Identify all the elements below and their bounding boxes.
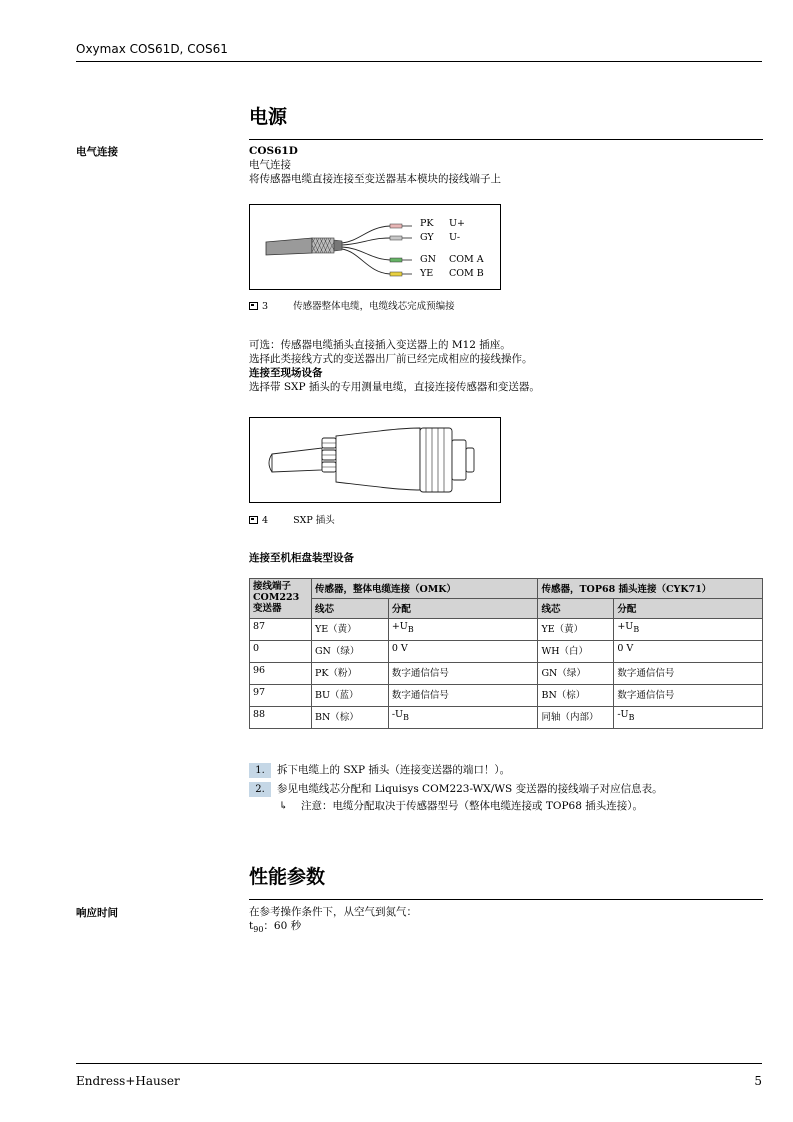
result-text: 注意：电缆分配取决于传感器型号（整体电缆连接或 TOP68 插头连接）。 — [301, 800, 643, 812]
steps-list — [249, 763, 763, 813]
step-number: 1. — [249, 763, 271, 778]
sxp-plug-diagram — [250, 418, 500, 502]
page-header-title: Oxymax COS61D, COS61 — [76, 42, 228, 56]
table-row — [250, 641, 763, 663]
figure-caption-text-3: 传感器整体电缆，电缆线芯完成预编接 — [293, 301, 455, 312]
table-cell-assign: $+U_B$ — [388, 619, 538, 641]
wire-gy-ferrule — [390, 236, 402, 240]
section-rule-power — [249, 139, 763, 140]
table-row — [250, 707, 763, 729]
table-cell-wire: BN（棕） — [311, 707, 388, 729]
table-cell-terminal: 88 — [250, 707, 312, 729]
table-subheader-assign-1: 分配 — [388, 599, 538, 619]
page-number: 5 — [754, 1074, 762, 1088]
wire-signal-ye: COM B — [449, 268, 484, 279]
table-cell-assign: $-U_B$ — [388, 707, 538, 729]
table-cell-wire: GN（绿） — [538, 663, 614, 685]
table-cell-assign: 数字通信信号 — [388, 663, 538, 685]
wiring-table — [249, 578, 763, 729]
table-cell-wire: 同轴（内部） — [538, 707, 614, 729]
step-result — [249, 799, 763, 813]
step-text: 拆下电缆上的 SXP 插头（连接变送器的端口！）。 — [277, 764, 511, 776]
optional-text-2: 选择此类接线方式的变送器出厂前已经完成相应的接线操作。 — [249, 353, 533, 365]
table-cell-assign: 0 V — [614, 641, 763, 663]
figure-sxp-plug — [249, 417, 501, 503]
table-subheader-wire-2: 线芯 — [538, 599, 614, 619]
table-cell-assign: $+U_B$ — [614, 619, 763, 641]
table-cell-assign: 数字通信信号 — [388, 685, 538, 707]
header-rule — [76, 61, 762, 62]
step-number: 2. — [249, 782, 271, 797]
wire-code-gn: GN — [420, 254, 436, 265]
table-cell-terminal: 87 — [250, 619, 312, 641]
table-row — [250, 663, 763, 685]
section-rule-performance — [249, 899, 763, 900]
table-header-cyk71: 传感器，TOP68 插头连接（CYK71） — [538, 579, 763, 599]
wire-signal-pk: U+ — [449, 218, 465, 229]
footer-brand: Endress+Hauser — [76, 1074, 180, 1088]
wire-signal-gn: COM A — [449, 254, 484, 265]
table-subheader-assign-2: 分配 — [614, 599, 763, 619]
figure-icon — [249, 302, 258, 310]
table-cell-assign: 0 V — [388, 641, 538, 663]
electrical-intro: 将传感器电缆直接连接至变送器基本模块的接线端子上 — [249, 173, 501, 185]
figure-caption-4 — [249, 512, 335, 526]
side-label-response-time: 响应时间 — [76, 907, 118, 919]
wire-code-gy: GY — [420, 232, 434, 243]
table-cell-terminal: 96 — [250, 663, 312, 685]
wire-gn-ferrule — [390, 258, 402, 262]
field-device-heading: 连接至现场设备 — [249, 367, 323, 379]
figure-caption-3 — [249, 298, 455, 312]
wire-pk-ferrule — [390, 224, 402, 228]
response-time-block — [249, 905, 763, 937]
table-cell-wire: WH（白） — [538, 641, 614, 663]
wire-code-ye: YE — [420, 268, 434, 279]
wire-signal-list — [449, 217, 484, 281]
electrical-subtitle: 电气连接 — [249, 159, 291, 171]
table-cell-wire: YE（黄） — [311, 619, 388, 641]
table-cell-wire: GN（绿） — [311, 641, 388, 663]
result-arrow-icon: ↳ — [279, 800, 288, 812]
table-cell-terminal: 0 — [250, 641, 312, 663]
figure-number-4: 4 — [262, 515, 269, 526]
optional-connection-block — [249, 338, 763, 394]
cabinet-heading: 连接至机柜盘装型设备 — [249, 552, 354, 564]
field-device-text: 选择带 SXP 插头的专用测量电缆，直接连接传感器和变送器。 — [249, 381, 540, 393]
table-subheader-wire-1: 线芯 — [311, 599, 388, 619]
wire-ye-ferrule — [390, 272, 402, 276]
response-time-value: $t_{90}$：60 秒 — [249, 920, 302, 935]
table-cell-wire: PK（粉） — [311, 663, 388, 685]
wire-code-pk: PK — [420, 218, 434, 229]
response-time-condition: 在参考操作条件下，从空气到氮气： — [249, 906, 417, 918]
section-title-power: 电源 — [249, 106, 288, 128]
model-name: COS61D — [249, 145, 298, 157]
footer-rule — [76, 1063, 762, 1064]
figure-caption-text-4: SXP 插头 — [293, 515, 335, 526]
wire-code-list — [420, 217, 436, 281]
optional-text-1: 可选：传感器电缆插头直接插入变送器上的 M12 插座。 — [249, 339, 511, 351]
electrical-intro-block — [249, 144, 763, 186]
figure-cable — [249, 204, 501, 290]
side-label-electrical: 电气连接 — [76, 146, 118, 158]
table-cell-wire: BN（棕） — [538, 685, 614, 707]
step-item — [249, 763, 763, 778]
table-row — [250, 685, 763, 707]
table-cell-wire: YE（黄） — [538, 619, 614, 641]
step-item — [249, 782, 763, 797]
table-cell-terminal: 97 — [250, 685, 312, 707]
table-header-terminal: 接线端子 COM223 变送器 — [250, 579, 312, 619]
table-cell-assign: 数字通信信号 — [614, 685, 763, 707]
step-text: 参见电缆线芯分配和 Liquisys COM223-WX/WS 变送器的接线端子对应信息表。 — [277, 783, 663, 795]
section-title-performance: 性能参数 — [249, 866, 326, 888]
table-row — [250, 619, 763, 641]
figure-icon — [249, 516, 258, 524]
table-cell-wire: BU（蓝） — [311, 685, 388, 707]
figure-number-3: 3 — [262, 301, 269, 312]
wire-signal-gy: U- — [449, 232, 461, 243]
table-header-omk: 传感器，整体电缆连接（OMK） — [311, 579, 538, 599]
table-cell-assign: 数字通信信号 — [614, 663, 763, 685]
table-cell-assign: $-U_B$ — [614, 707, 763, 729]
